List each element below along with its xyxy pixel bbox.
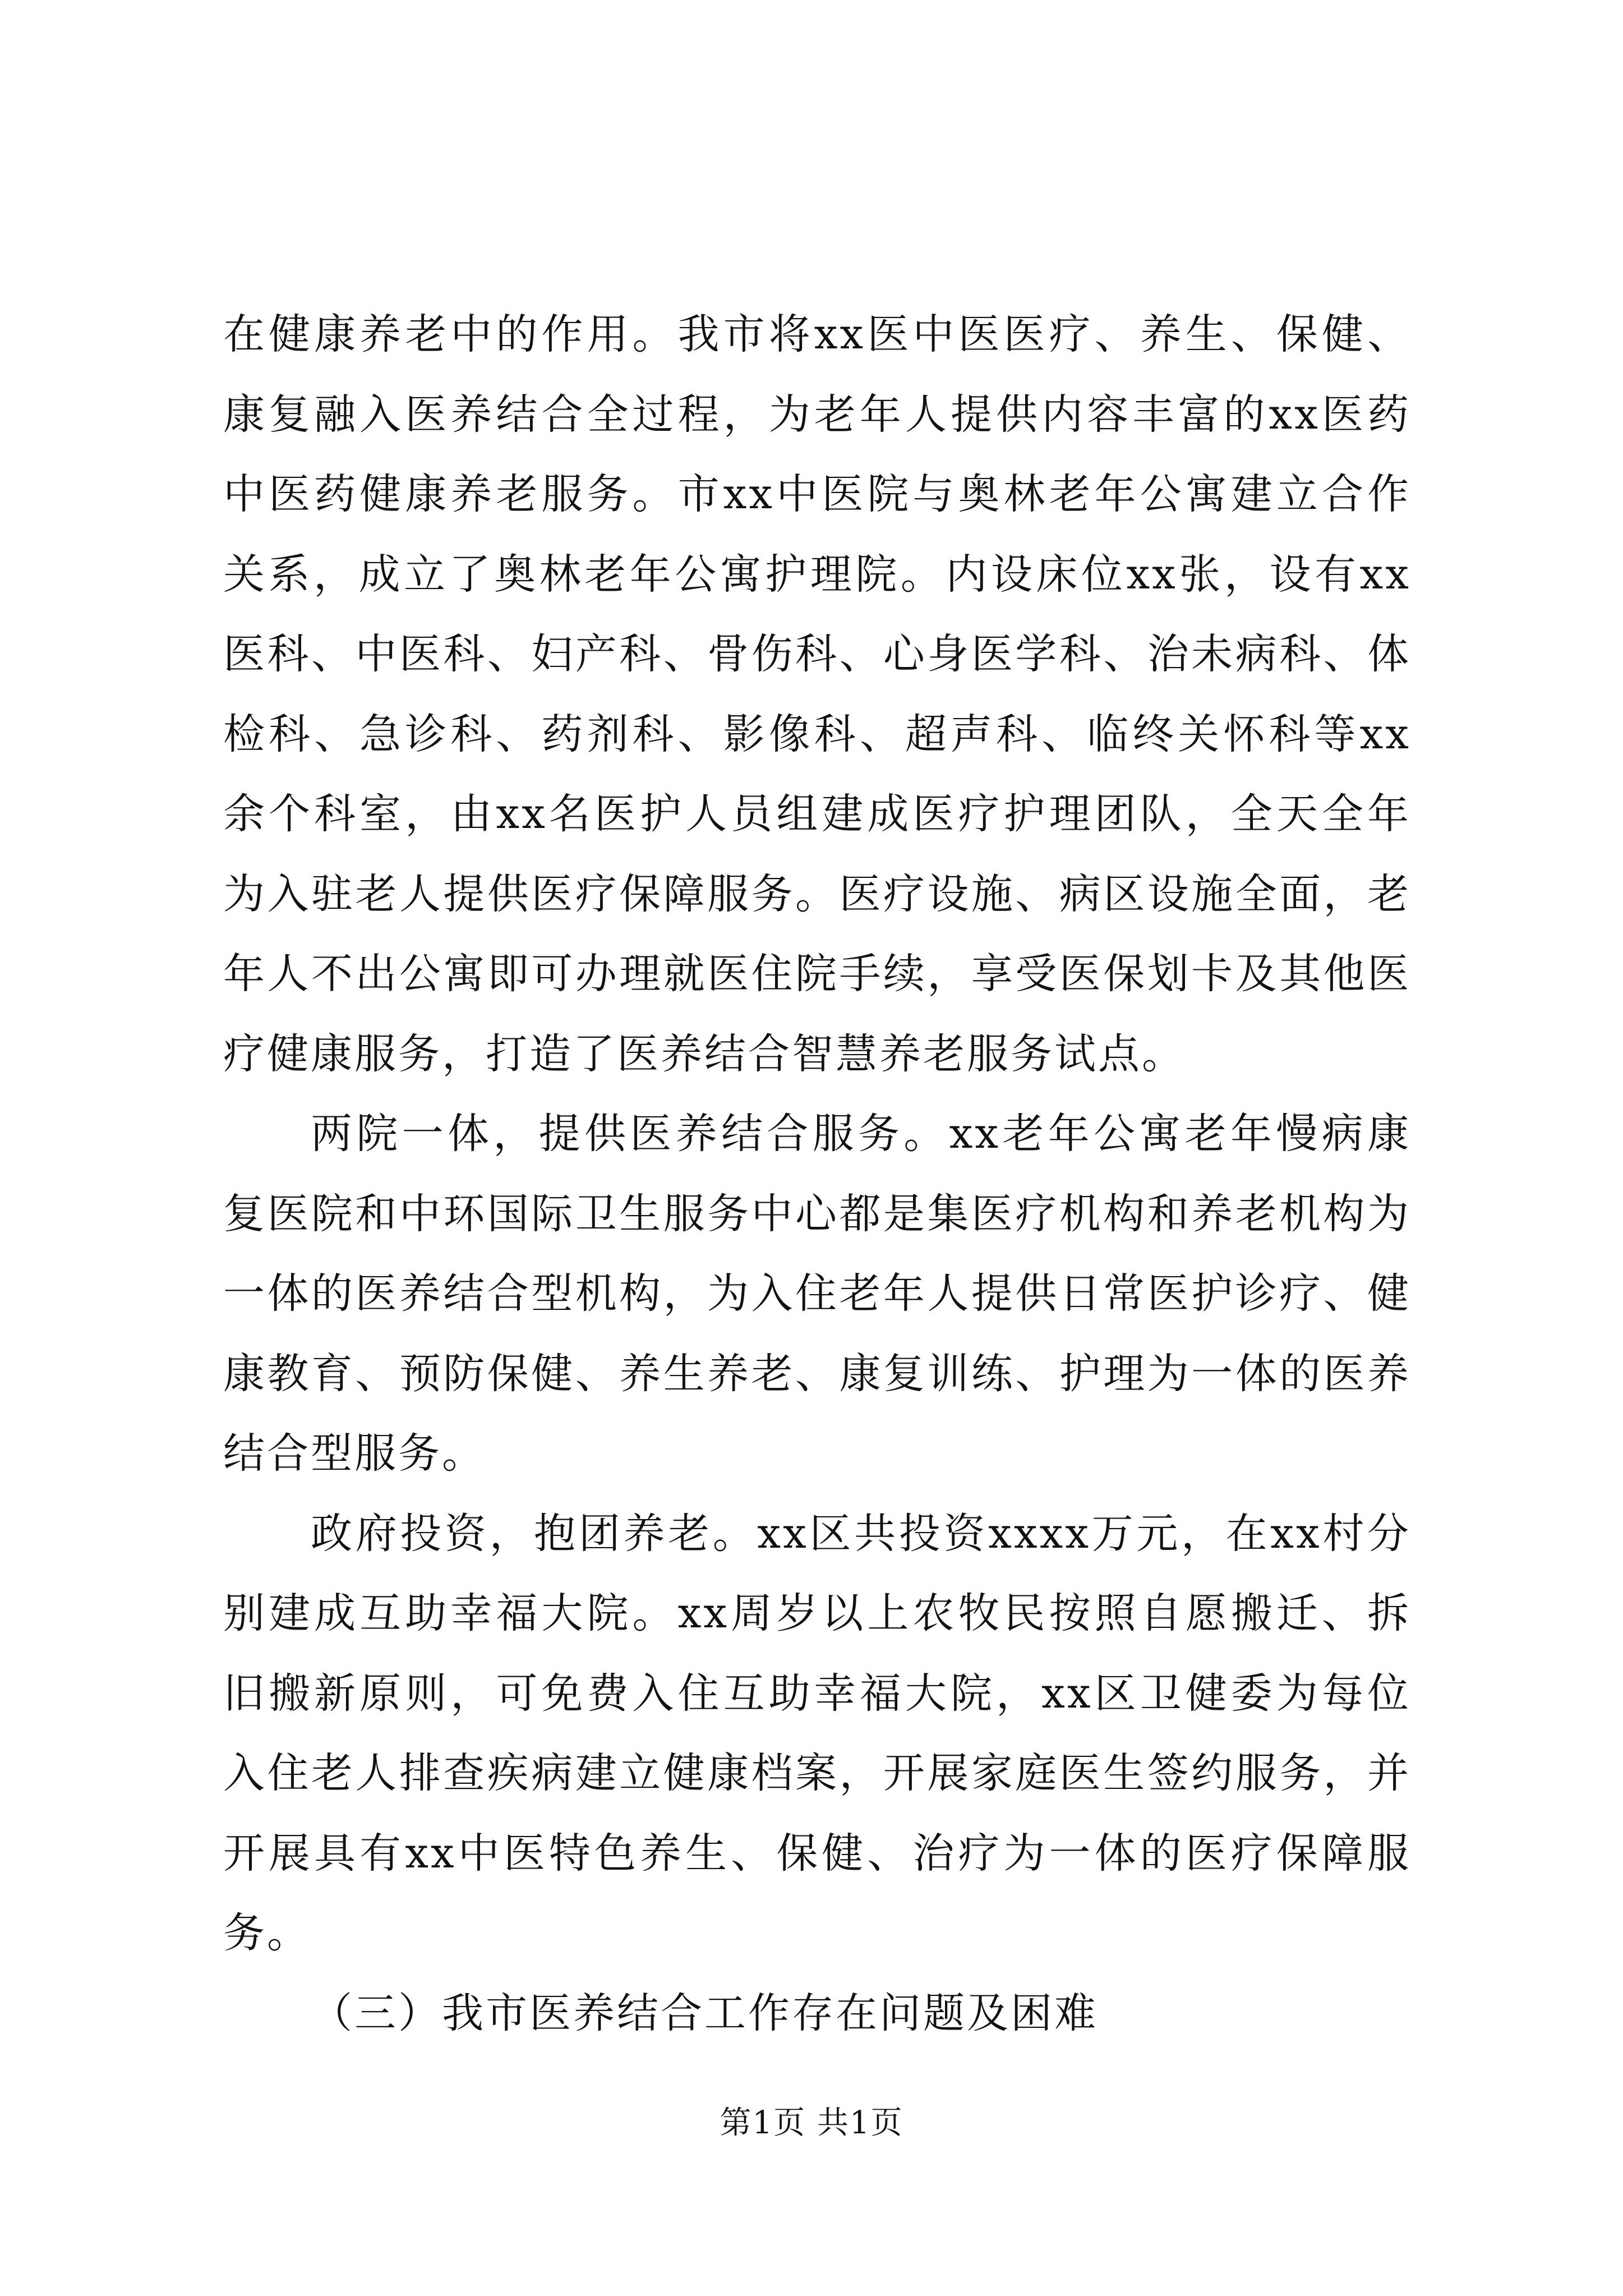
paragraph-government-investment: 政府投资，抱团养老。xx区共投资xxxx万元，在xx村分别建成互助幸福大院。xx周岁以上农牧民按照自愿搬迁、拆旧搬新原则，可免费入住互助幸福大院，xx区卫健委为每位入住老人排查疾病建立健康档案，开展家庭医生签约服务，并开展具有xx中医特色养生、保健、治疗为一体的医疗保障服务。	[223, 1509, 1411, 1957]
paragraph-health-care-role: 在健康养老中的作用。我市将xx医中医医疗、养生、保健、康复融入医养结合全过程，为老年人提供内容丰富的xx医药中医药健康养老服务。市xx中医院与奥林老年公寓建立合作关系，成立了奥林老年公寓护理院。内设床位xx张，设有xx医科、中医科、妇产科、骨伤科、心身医学科、治未病科、体检科、急诊科、药剂科、影像科、超声科、临终关怀科等xx余个科室，由xx名医护人员组建成医疗护理团队，全天全年为入驻老人提供医疗保障服务。医疗设施、病区设施全面，老年人不出公寓即可办理就医住院手续，享受医保划卡及其他医疗健康服务，打造了医养结合智慧养老服务试点。	[223, 310, 1411, 1078]
page-footer: 第1页 共1页	[720, 2105, 903, 2141]
document-body	[223, 295, 1411, 2053]
section-heading-problems: （三）我市医养结合工作存在问题及困难	[311, 1989, 1098, 2037]
paragraph-two-institutions: 两院一体，提供医养结合服务。xx老年公寓老年慢病康复医院和中环国际卫生服务中心都是集医疗机构和养老机构为一体的医养结合型机构，为入住老年人提供日常医护诊疗、健康教育、预防保健、养生养老、康复训练、护理为一体的医养结合型服务。	[223, 1110, 1411, 1478]
